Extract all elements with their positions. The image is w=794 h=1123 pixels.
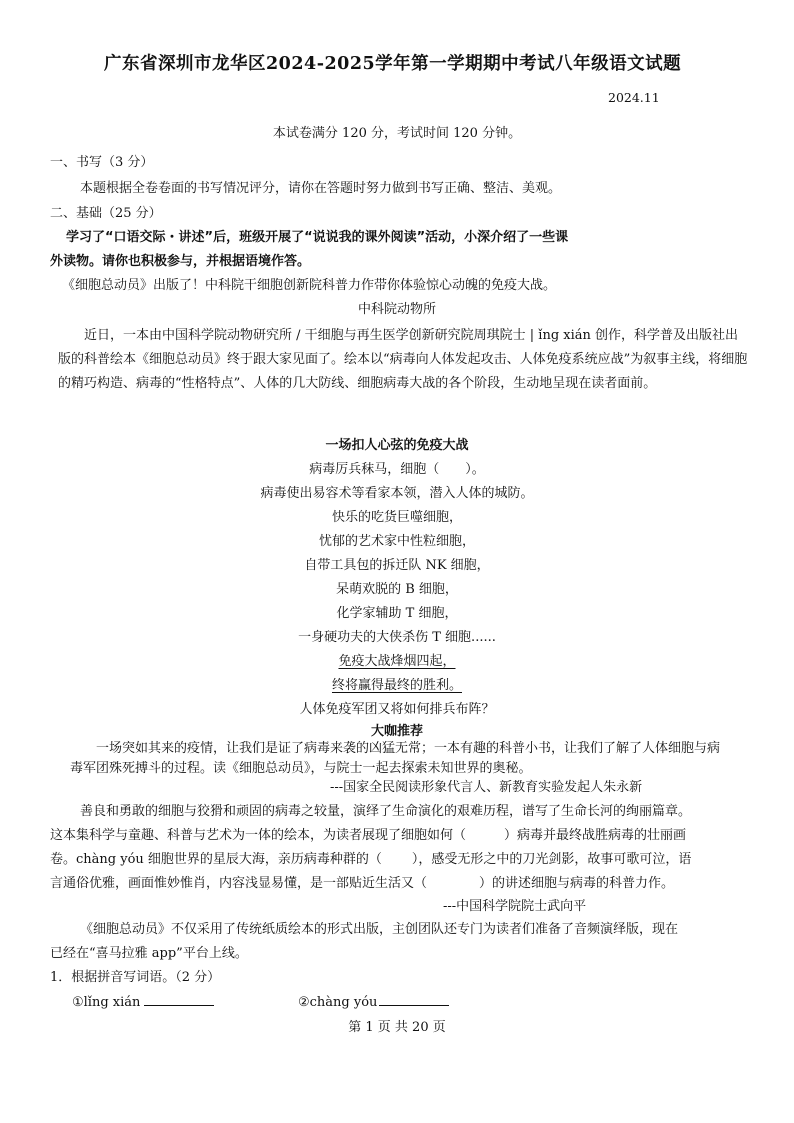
question1-item1-pinyin: ①lǐng xián bbox=[72, 995, 141, 1010]
poem-line: 忧郁的艺术家中性粒细胞， bbox=[318, 534, 475, 549]
section1-body: 本题根据全卷卷面的书写情况评分，请你在答题时努力做到书写正确、整洁、美观。 bbox=[80, 181, 562, 196]
quote2-line4-text-b: ）的讲述细胞与病毒的科普力作。 bbox=[479, 876, 675, 891]
poem-line: 化学家辅助 T 细胞， bbox=[336, 606, 458, 621]
recommend-quote2-line4 bbox=[50, 872, 674, 891]
question1-item2-pinyin: ②chàng yóu bbox=[298, 995, 378, 1010]
recommend-heading: 大咖推荐 bbox=[370, 724, 423, 739]
section1-heading: 一、书写（3 分） bbox=[50, 155, 154, 170]
quote2-line2-text-a: 这本集科学与童趣、科普与艺术为一体的绘本，为读者展现了细胞如何（ bbox=[50, 828, 467, 843]
recommend-quote2-line3 bbox=[50, 848, 691, 867]
recommend-quote2-line2 bbox=[50, 824, 686, 843]
quote2-line3-text-b: ），感受无形之中的刀光剑影，故事可歌可泣，语 bbox=[411, 852, 692, 867]
poem-line: 病毒厉兵秣马，细胞（ ）。 bbox=[309, 462, 485, 477]
poem-line: 自带工具包的拆迁队 NK 细胞， bbox=[304, 558, 490, 573]
section2-heading: 二、基础（25 分） bbox=[50, 206, 162, 221]
closing-line1: 《细胞总动员》不仅采用了传统纸质绘本的形式出版，主创团队还专门为读者们准备了音频演绎版，现在 bbox=[80, 922, 679, 937]
recommend-quote2-attribution: ---中国科学院院士武向平 bbox=[443, 899, 587, 914]
section2-intro-line1: 学习了“口语交际・讲述”后，班级开展了“说说我的课外阅读”活动，小深介绍了一些课 bbox=[66, 230, 569, 245]
poem-line: 病毒使出易容术等看家本领，潜入人体的城防。 bbox=[260, 486, 534, 501]
page-footer: 第 1 页 共 20 页 bbox=[348, 1020, 446, 1035]
section2-intro-line2: 外读物。请你也积极参与，并根据语境作答。 bbox=[50, 254, 311, 269]
closing-line2: 已经在“喜马拉雅 app”平台上线。 bbox=[50, 946, 248, 961]
article-source: 中科院动物所 bbox=[357, 302, 436, 317]
question1-item1 bbox=[72, 991, 214, 1010]
question1-item2 bbox=[298, 991, 449, 1010]
exam-date: 2024.11 bbox=[608, 90, 660, 105]
recommend-quote1-attribution: ---国家全民阅读形象代言人、新教育实验发起人朱永新 bbox=[330, 780, 643, 795]
recommend-quote1: 一场突如其来的疫情，让我们是证了病毒来袭的凶猛无常；一本有趣的科普小书，让我们了解了人体细胞与病毒军团殊死搏斗的过程。读《细胞总动员》，与院士一起去探索未知世界的奥秘。 bbox=[70, 741, 721, 776]
poem-line: 一身硬功夫的大侠杀伤 T 细胞...... bbox=[298, 630, 496, 645]
poem-title: 一场扣人心弦的免疫大战 bbox=[325, 438, 469, 453]
poem-line-underlined: 终将赢得最终的胜利。 bbox=[331, 678, 462, 693]
book-announcement: 《细胞总动员》出版了！中科院干细胞创新院科普力作带你体验惊心动魄的免疫大战。 bbox=[62, 278, 557, 293]
exam-info: 本试卷满分 120 分，考试时间 120 分钟。 bbox=[272, 126, 522, 141]
answer-blank-1[interactable] bbox=[144, 991, 214, 1006]
poem-line: 快乐的吃货巨噬细胞， bbox=[331, 510, 462, 525]
article-paragraph: 近日，一本由中国科学院动物研究所 / 干细胞与再生医学创新研究院周琪院士 | ǐng xián 创作，科学普及出版社出版的科普绘本《细胞总动员》终于跟大家见面了。绘本以“病毒向人体发起攻击、人体免疫系统应战”为叙事主线，将细胞的精巧构造、病毒的“性格特点”、人体的几大防线、细胞病毒大战的各个阶段，生动地呈现在读者面前。 bbox=[58, 328, 748, 391]
exam-title: 广东省深圳市龙华区2024-2025学年第一学期期中考试八年级语文试题 bbox=[104, 54, 682, 74]
poem-line: 人体免疫军团又将如何排兵布阵？ bbox=[299, 702, 495, 717]
poem-line: 呆萌欢脱的 B 细胞， bbox=[336, 582, 458, 597]
answer-blank-2[interactable] bbox=[379, 991, 449, 1006]
quote2-line3-text-a: 卷。chàng yóu 细胞世界的星辰大海，亲历病毒种群的（ bbox=[50, 852, 382, 867]
recommend-quote2-line1: 善良和勇敢的细胞与狡猾和顽固的病毒之较量，演绎了生命演化的艰难历程，谱写了生命长河的绚丽篇章。 bbox=[80, 804, 692, 819]
poem-line-underlined: 免疫大战烽烟四起， bbox=[338, 654, 456, 669]
quote2-line2-text-b: ）病毒并最终战胜病毒的壮丽画 bbox=[504, 828, 687, 843]
quote2-line4-text-a: 言通俗优雅，画面惟妙惟肖，内容浅显易懂，是一部贴近生活又（ bbox=[50, 876, 428, 891]
question1-prompt: 1．根据拼音写词语。（2 分） bbox=[50, 970, 221, 985]
